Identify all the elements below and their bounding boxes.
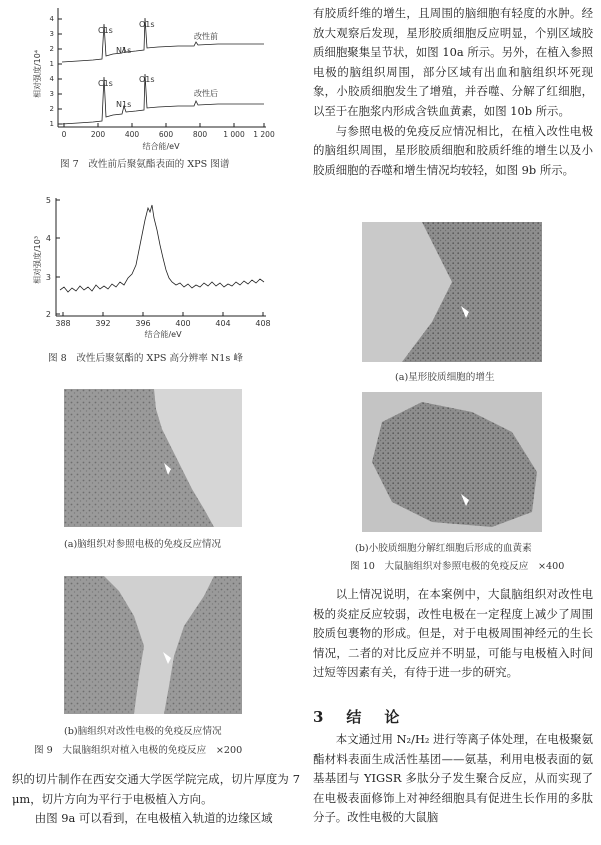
fig7-xlabel: 结合能/eV xyxy=(142,142,180,151)
right-paragraph-2: 与参照电极的免疫反应情况相比，在植入改性电极的脑组织周围，星形胶质细胞和胶质纤维的增生以及小胶质细胞的吞噬和增生情况均较轻，如图 9b 所示。 xyxy=(313,123,593,177)
svg-text:396: 396 xyxy=(135,319,151,328)
fig10b-caption: (b)小胶质细胞分解红细胞后形成的血黄素 xyxy=(355,543,532,554)
fig7-peak-n-before: N1s xyxy=(116,46,132,55)
svg-text:1: 1 xyxy=(49,60,54,68)
right-paragraph-4: 本文通过用 N₂/H₂ 进行等离子体处理，在电极聚氨酯材料表面生成活性基团——氨基，利用电极表面的氨基基团与 YIGSR 多肽分子发生聚合反应，从而实现了在电极表面修饰上对神经细胞具有促进生长作用的多肽分子。改性电极的大鼠脑 xyxy=(313,732,593,825)
fig9b-caption: (b)脑组织对改性电极的免疫反应情况 xyxy=(64,726,222,737)
fig7-panel-after: 改性后 xyxy=(194,89,218,98)
conclusion-text xyxy=(313,730,593,828)
svg-text:1 200: 1 200 xyxy=(253,130,275,139)
svg-text:3: 3 xyxy=(45,273,51,282)
fig7-peak-c-before: C1s xyxy=(98,26,113,35)
svg-text:2: 2 xyxy=(49,45,54,53)
svg-text:4: 4 xyxy=(45,234,51,243)
svg-text:600: 600 xyxy=(158,130,174,139)
svg-text:392: 392 xyxy=(95,319,111,328)
fig8-ylabel: 相对强度/10³ xyxy=(33,235,42,285)
fig9b-micrograph xyxy=(64,576,242,714)
fig10a-caption: (a)星形胶质细胞的增生 xyxy=(395,372,495,383)
fig7-xps-survey xyxy=(18,4,288,152)
svg-text:0: 0 xyxy=(61,130,67,139)
left-paragraph-1: 织的切片制作在西安交通大学医学院完成，切片厚度为 7 μm，切片方向为平行于电极植入方向。 xyxy=(12,772,300,806)
fig10b-micrograph xyxy=(362,392,542,532)
right-column-top xyxy=(313,4,593,180)
fig8-xlabel: 结合能/eV xyxy=(144,330,182,339)
fig7-ylabel: 相对强度/10⁴ xyxy=(33,49,42,99)
svg-text:400: 400 xyxy=(175,319,191,328)
fig7-panel-before: 改性前 xyxy=(194,32,218,41)
svg-text:1 000: 1 000 xyxy=(223,130,245,139)
fig7-peak-o-after: O1s xyxy=(139,75,155,84)
right-paragraph-3: 以上情况说明，在本案例中，大鼠脑组织对改性电极的炎症反应较弱，改性电极在一定程度上减少了周围胶质包裹物的形成。但是，对于电极周围神经元的生长情况，二者的对比反应并不明显，可能与电极植入时间过短等因素有关，有待于进一步的研究。 xyxy=(313,587,593,680)
svg-text:5: 5 xyxy=(45,196,51,205)
fig7-ytick-4: 4 xyxy=(49,15,54,23)
fig10a-micrograph xyxy=(362,222,542,362)
fig7-peak-n-after: N1s xyxy=(116,100,132,109)
left-paragraph-2: 由图 9a 可以看到，在电极植入轨道的边缘区域 xyxy=(34,811,273,826)
fig8-xps-n1s xyxy=(18,190,278,340)
svg-text:3: 3 xyxy=(49,90,54,98)
left-column-text xyxy=(12,770,300,829)
svg-text:4: 4 xyxy=(49,75,54,83)
fig7-peak-o-before: O1s xyxy=(139,20,155,29)
svg-text:2: 2 xyxy=(45,310,51,319)
svg-text:388: 388 xyxy=(55,319,71,328)
section-heading-conclusion: 3 结 论 xyxy=(313,708,404,726)
fig8-caption: 图 8 改性后聚氨酯的 XPS 高分辨率 N1s 峰 xyxy=(48,353,243,364)
svg-text:800: 800 xyxy=(192,130,208,139)
svg-text:200: 200 xyxy=(90,130,106,139)
svg-text:1: 1 xyxy=(49,120,54,128)
svg-text:404: 404 xyxy=(215,319,231,328)
fig9a-micrograph xyxy=(64,389,242,527)
fig9a-caption: (a)脑组织对参照电极的免疫反应情况 xyxy=(64,539,222,550)
fig7-peak-c-after: C1s xyxy=(98,79,113,88)
fig7-series-after xyxy=(62,74,264,124)
svg-text:400: 400 xyxy=(124,130,140,139)
svg-text:3: 3 xyxy=(49,30,54,38)
fig8-n1s-curve xyxy=(60,205,264,292)
svg-text:2: 2 xyxy=(49,105,54,113)
fig10-caption: 图 10 大鼠脑组织对参照电极的免疫反应 ×400 xyxy=(350,561,565,572)
svg-text:408: 408 xyxy=(255,319,271,328)
right-column-bottom xyxy=(313,585,593,683)
right-paragraph-1: 有胶质纤维的增生，且周围的脑细胞有轻度的水肿。经放大观察后发现，星形胶质细胞反应明显，个别区域胶质细胞聚集呈节状，如图 10a 所示。另外，在植入参照电极的脑组织周围，部分区域有出血和脑组织坏死现象，小胶质细胞发生了增殖，并吞噬、分解了红细胞，以至于在胞浆内形成含铁血黄素，如图 10b 所示。 xyxy=(313,6,593,118)
fig7-caption: 图 7 改性前后聚氨酯表面的 XPS 图谱 xyxy=(60,159,230,170)
fig7-series-before xyxy=(62,18,264,62)
fig9-caption: 图 9 大鼠脑组织对植入电极的免疫反应 ×200 xyxy=(34,745,243,756)
